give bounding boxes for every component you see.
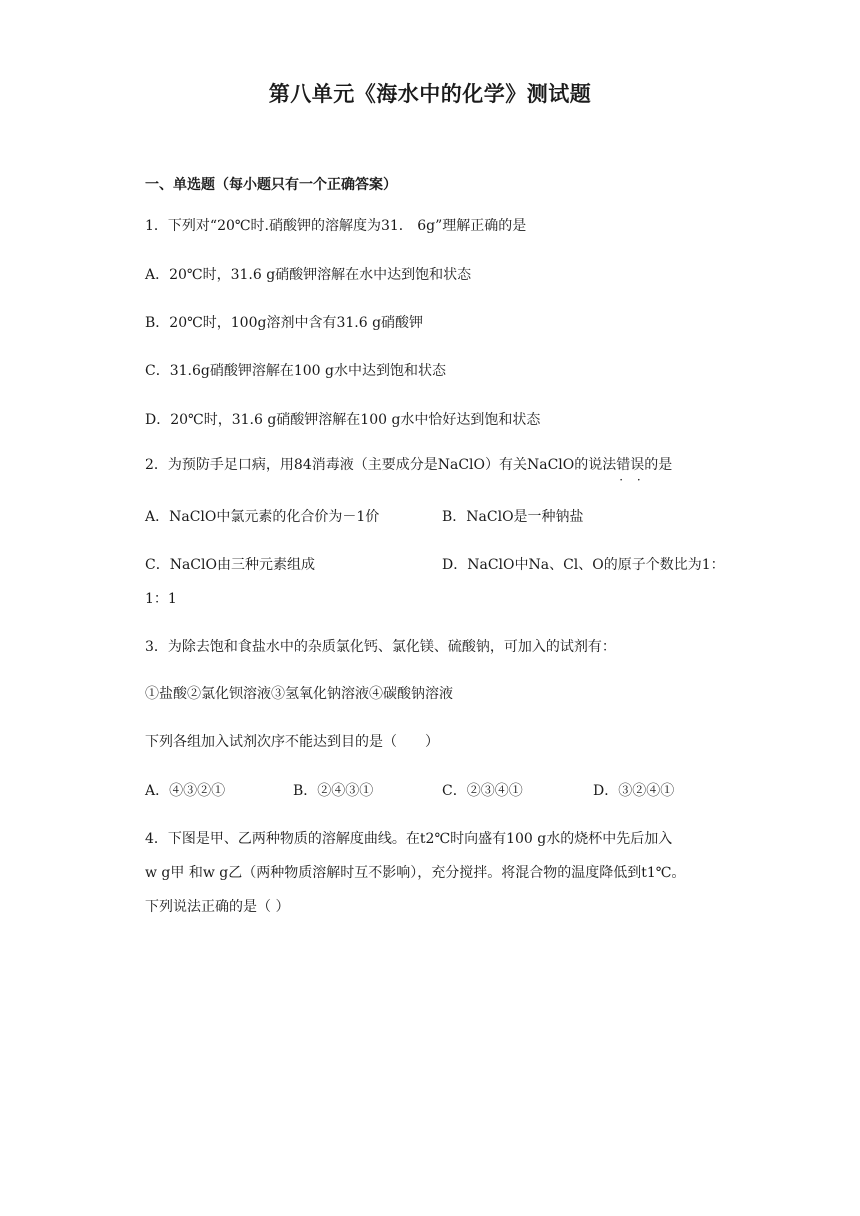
- question-4-line-3: 下列说法正确的是（ ）: [145, 899, 290, 915]
- question-1-option-d: D．20℃时，31.6 g硝酸钾溶解在100 g水中恰好达到饱和状态: [145, 412, 541, 428]
- section-heading: 一、单选题（每小题只有一个正确答案）: [145, 177, 397, 193]
- question-3-question: 下列各组加入试剂次序不能达到目的是（ ）: [145, 734, 439, 750]
- question-3-option-d: D．③②④①: [593, 783, 675, 799]
- question-1-stem: 1．下列对“20℃时.硝酸钾的溶解度为31． 6g”理解正确的是: [145, 218, 527, 234]
- question-2-option-a: A．NaClO中氯元素的化合价为－1价: [145, 509, 380, 525]
- question-2-stem-prefix: 2．为预防手足口病，用84消毒液（主要成分是NaClO）有关NaClO的说法: [145, 457, 617, 473]
- question-3-option-b: B．②④③①: [293, 783, 374, 799]
- question-3-stem: 3．为除去饱和食盐水中的杂质氯化钙、氯化镁、硫酸钠，可加入的试剂有：: [145, 639, 616, 655]
- question-2-option-b: B．NaClO是一种钠盐: [442, 509, 584, 525]
- question-2-option-c: C．NaClO由三种元素组成: [145, 557, 315, 573]
- question-4-line-2: w g甲 和w g乙（两种物质溶解时互不影响），充分搅拌。将混合物的温度降低到t1℃。: [145, 865, 686, 881]
- document-title: 第八单元《海水中的化学》测试题: [268, 82, 592, 106]
- question-1-option-b: B．20℃时，100g溶剂中含有31.6 g硝酸钾: [145, 315, 424, 331]
- question-2-emphasis: 错误 · ·: [616, 457, 644, 473]
- question-3-reagents: ①盐酸②氯化钡溶液③氢氧化钠溶液④碳酸钠溶液: [145, 686, 453, 702]
- question-4-line-1: 4．下图是甲、乙两种物质的溶解度曲线。在t2℃时向盛有100 g水的烧杯中先后加入: [145, 831, 673, 847]
- question-2-option-d-continued: 1：1: [145, 591, 177, 607]
- question-2-stem-suffix: 的是: [644, 457, 673, 473]
- question-3-option-c: C．②③④①: [442, 783, 523, 799]
- question-1-option-c: C．31.6g硝酸钾溶解在100 g水中达到饱和状态: [145, 363, 446, 379]
- question-2-option-d: D．NaClO中Na、Cl、O的原子个数比为1：: [442, 557, 725, 573]
- question-1-option-a: A．20℃时，31.6 g硝酸钾溶解在水中达到饱和状态: [145, 267, 472, 283]
- question-3-option-a: A．④③②①: [145, 783, 226, 799]
- question-2-stem: [145, 455, 672, 475]
